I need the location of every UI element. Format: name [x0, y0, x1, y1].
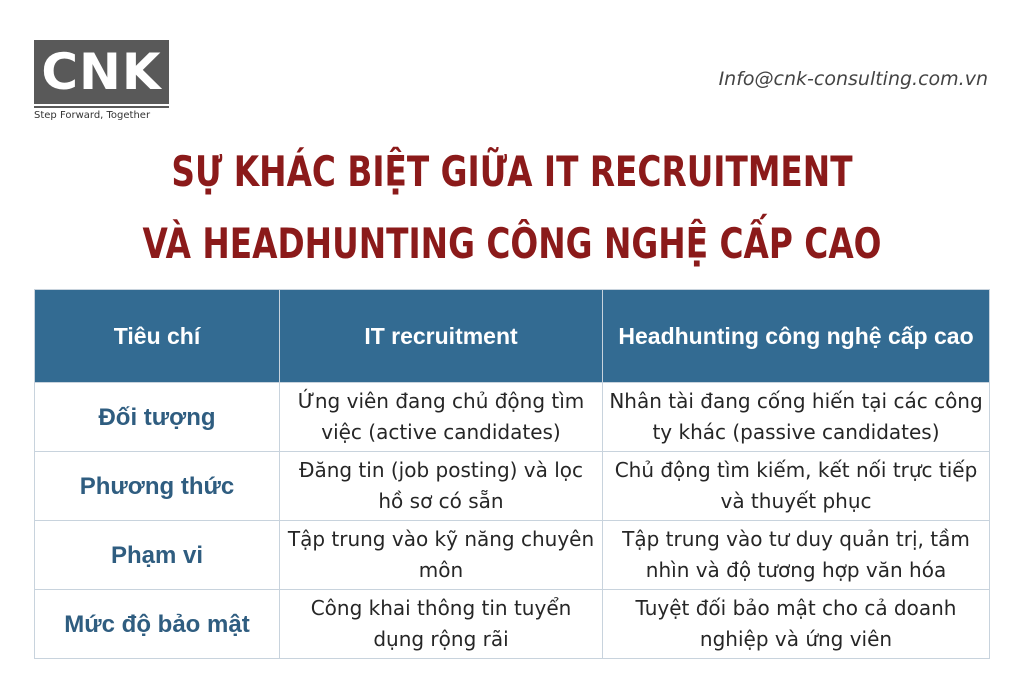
header-criteria: Tiêu chí: [35, 290, 280, 383]
table-header-row: [35, 290, 990, 383]
title-line-2: VÀ HEADHUNTING CÔNG NGHỆ CẤP CAO: [142, 219, 882, 268]
row-criteria: Phương thức: [35, 452, 280, 521]
row-criteria: Mức độ bảo mật: [35, 590, 280, 659]
table-row: [35, 452, 990, 521]
contact-email: Info@cnk-consulting.com.vn: [718, 68, 988, 90]
row-it-value: Đăng tin (job posting) và lọc hồ sơ có sẵn: [280, 452, 603, 521]
row-hh-value: Tuyệt đối bảo mật cho cả doanh nghiệp và ứng viên: [603, 590, 990, 659]
header-headhunting: Headhunting công nghệ cấp cao: [603, 290, 990, 383]
row-it-value: Ứng viên đang chủ động tìm việc (active candidates): [280, 383, 603, 452]
table-row: [35, 521, 990, 590]
logo-text: CNK: [41, 43, 162, 101]
title-line-1: SỰ KHÁC BIỆT GIỮA IT RECRUITMENT: [171, 147, 853, 196]
row-it-value: Công khai thông tin tuyển dụng rộng rãi: [280, 590, 603, 659]
page-title: [113, 136, 912, 280]
company-logo: [34, 40, 169, 121]
table-row: [35, 383, 990, 452]
logo-tagline: Step Forward, Together: [34, 110, 151, 121]
row-hh-value: Chủ động tìm kiếm, kết nối trực tiếp và thuyết phục: [603, 452, 990, 521]
row-criteria: Đối tượng: [35, 383, 280, 452]
header-it-recruitment: IT recruitment: [280, 290, 603, 383]
logo-box: [34, 40, 169, 104]
row-criteria: Phạm vi: [35, 521, 280, 590]
row-hh-value: Tập trung vào tư duy quản trị, tầm nhìn và độ tương hợp văn hóa: [603, 521, 990, 590]
table-row: [35, 590, 990, 659]
row-hh-value: Nhân tài đang cống hiến tại các công ty khác (passive candidates): [603, 383, 990, 452]
comparison-table: [34, 289, 990, 659]
row-it-value: Tập trung vào kỹ năng chuyên môn: [280, 521, 603, 590]
logo-divider: [34, 106, 169, 108]
